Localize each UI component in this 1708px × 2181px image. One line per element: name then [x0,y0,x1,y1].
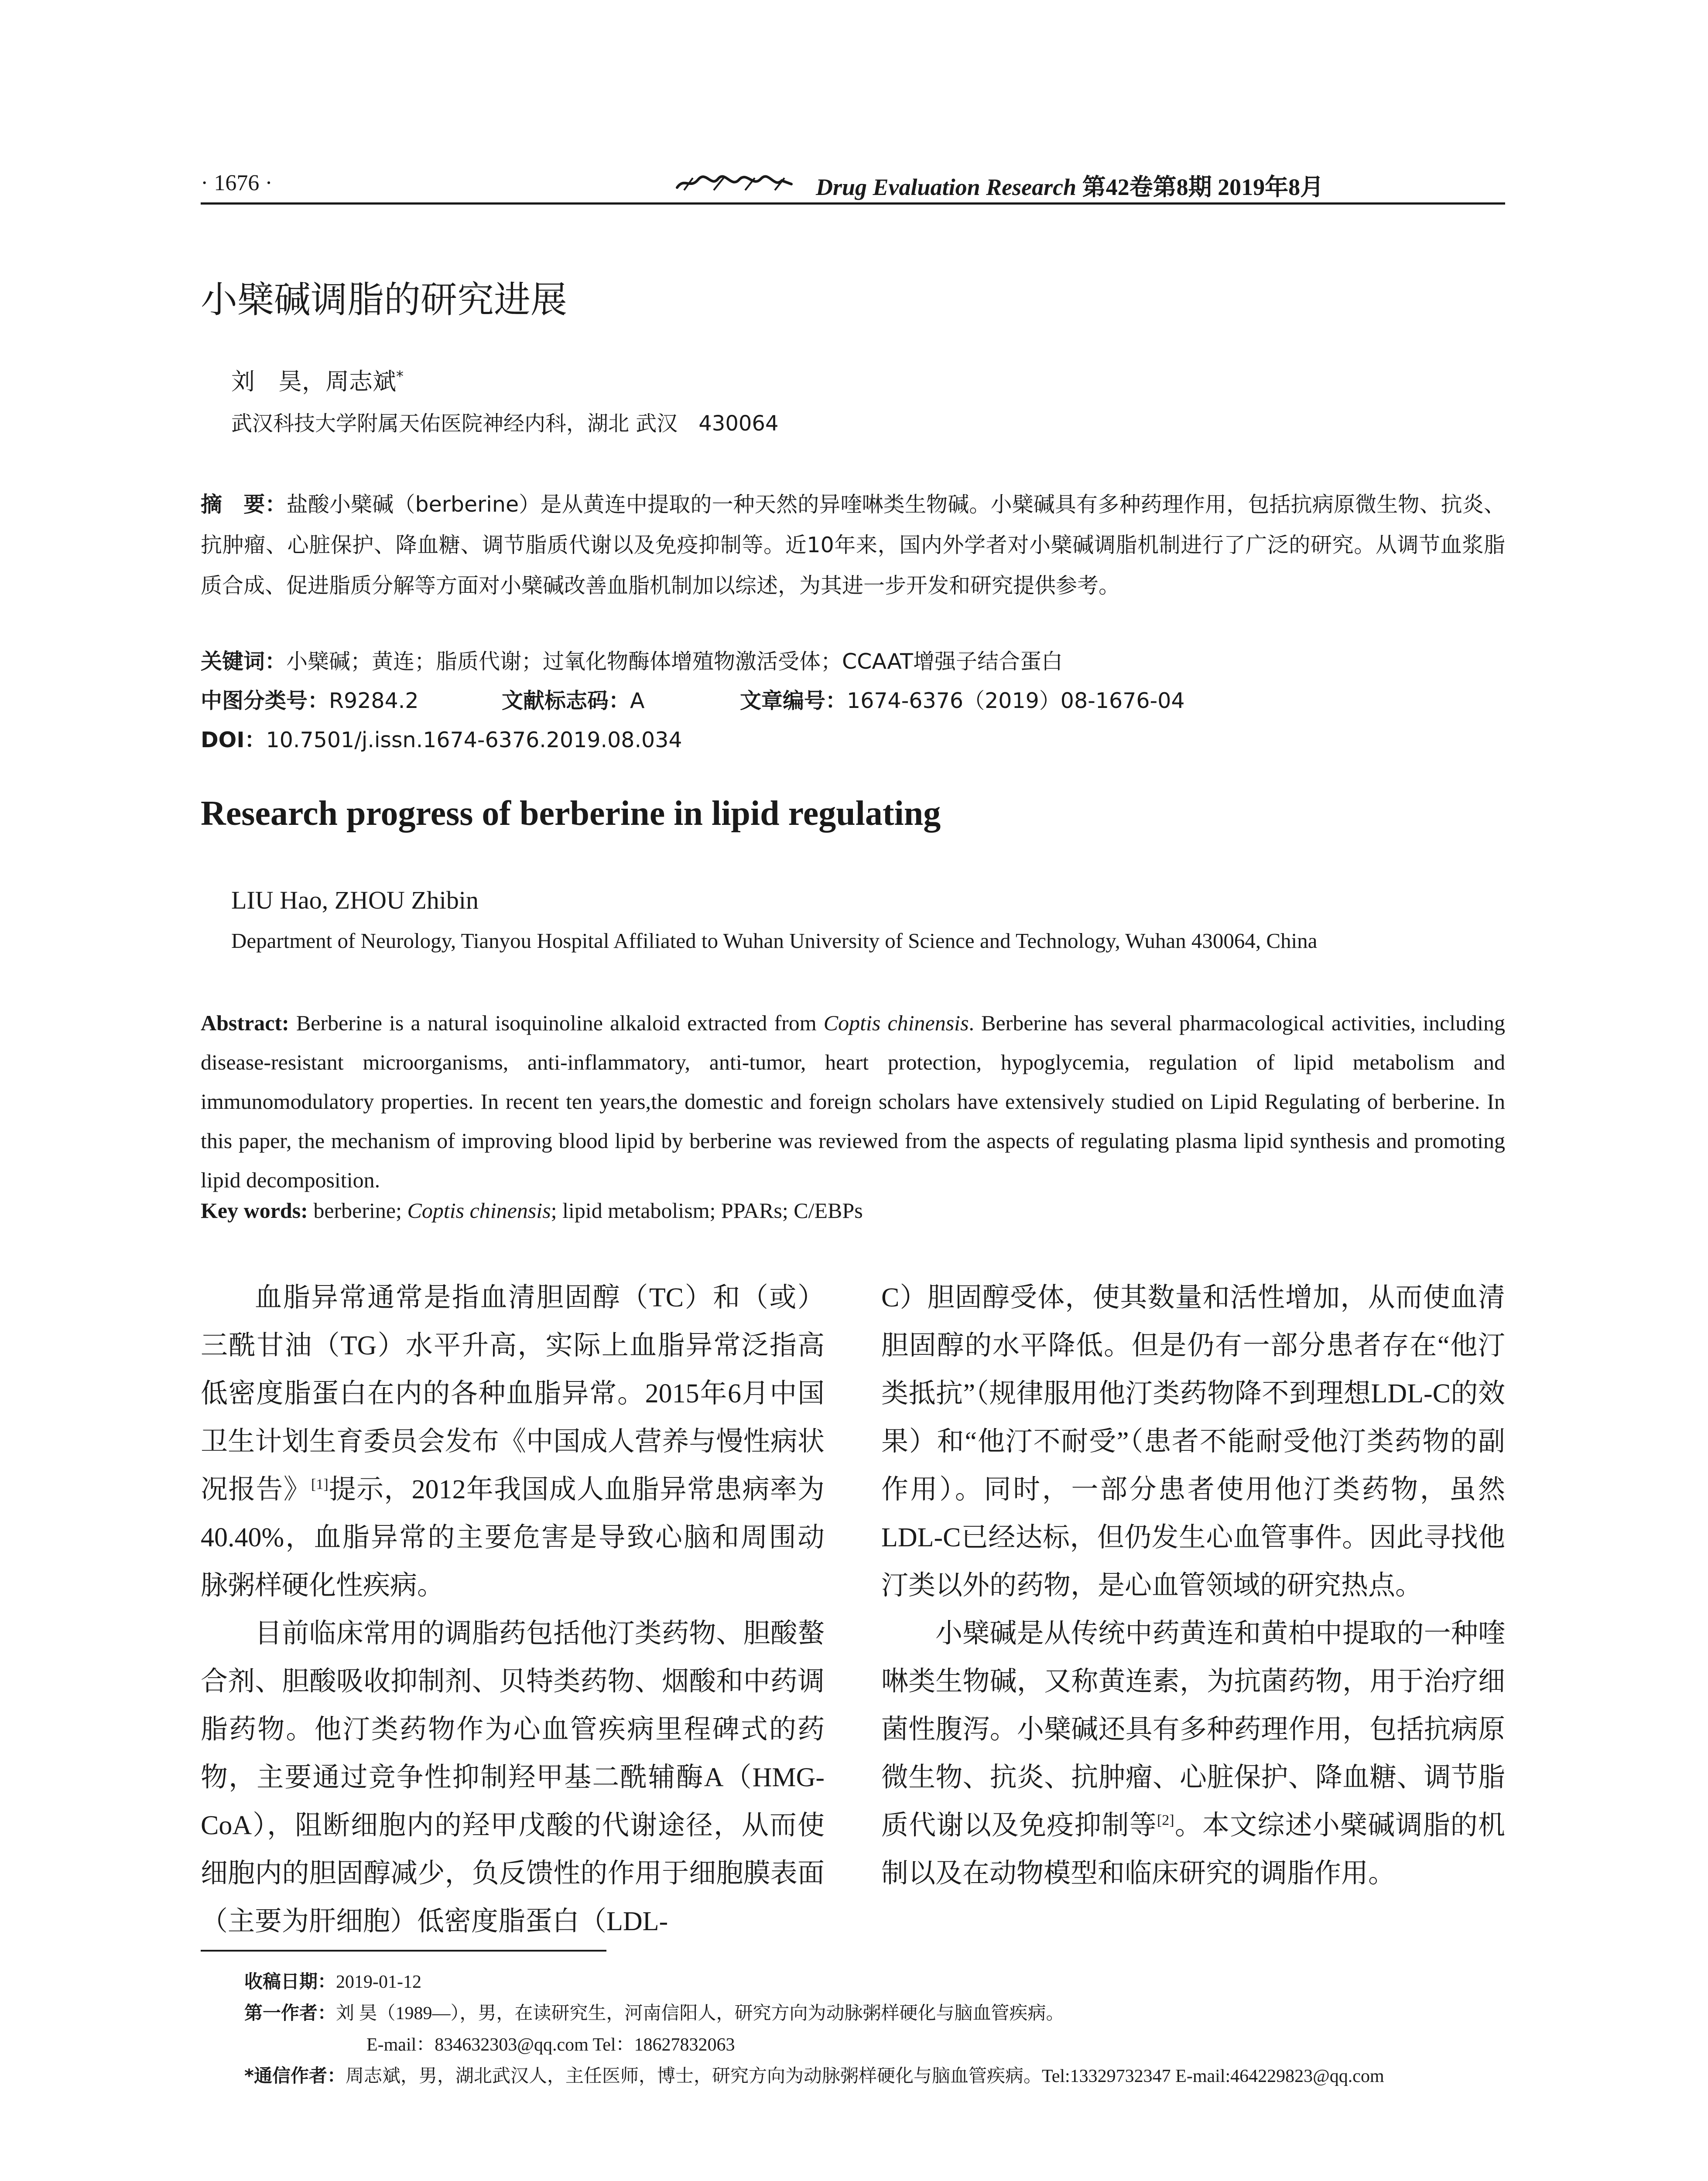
footnote-first-author [244,1999,1065,2025]
article-number [740,684,1185,714]
keywords-en-text-2: ; lipid metabolism; PPARs; C/EBPs [551,1198,863,1223]
received-label: 收稿日期： [244,1971,336,1992]
clc-value: R9284.2 [329,688,419,713]
first-author-label: 第一作者： [244,2002,336,2024]
abstract-en-label: Abstract: [201,1011,289,1035]
keywords-cn-text: 小檗碱；黄连；脂质代谢；过氧化物酶体增殖物激活受体；CCAAT增强子结合蛋白 [286,649,1063,674]
doi-value: 10.7501/j.issn.1674-6376.2019.08.034 [266,728,682,752]
journal-citation [816,168,1324,202]
footnote-corresponding [244,2061,1384,2088]
first-author-value: 刘 昊（1989—），男，在读研究生，河南信阳人，研究方向为动脉粥样硬化与脑血管疾病。 [336,2003,1065,2024]
clc-label: 中图分类号： [201,688,329,713]
affiliation-cn: 武汉科技大学附属天佑医院神经内科，湖北 武汉 430064 [231,411,779,436]
abstract-en-species: Coptis chinensis [823,1011,969,1035]
doc-code [502,684,645,714]
classification-line [201,684,1505,714]
doc-code-label: 文献标志码： [502,688,630,713]
corresponding-label: *通信作者： [244,2065,346,2086]
doi-line [201,723,682,754]
page-number: · 1676 · [201,171,273,195]
abstract-en-text-2: . Berberine has several pharmacological activities, including disease-resistant microorganisms, anti-inflammatory, anti-tumor, heart protection, hypoglycemia, regulation of lipid metabolism and immunomodulatory properties. In recent ten years,the domestic and foreign scholars have extensively studied on Lipid Regulating of berberine. In this paper, the mechanism of improving blood lipid by berberine was reviewed from the aspects of regulating plasma lipid synthesis and promoting lipid decomposition. [201,1011,1505,1192]
corresponding-value: 周志斌，男，湖北武汉人，主任医师，博士，研究方向为动脉粥样硬化与脑血管疾病。Tel:13329732347 E-mail:464229823@qq.com [345,2066,1384,2086]
authors-cn [231,363,404,397]
keywords-cn-label: 关键词： [201,649,287,674]
keywords-en-label: Key words: [201,1198,308,1223]
authors-en: LIU Hao, ZHOU Zhibin [231,886,479,914]
keywords-en-species: Coptis chinensis [407,1198,551,1223]
keywords-cn [201,645,1063,675]
body-paragraph [881,1610,1505,1897]
doc-code-value: A [630,688,645,713]
keywords-en [201,1198,863,1223]
footnote-rule [201,1950,606,1952]
body-text: 血脂异常通常是指血清胆固醇（TC）和（或）三酰甘油（TG）水平升高，实际上血脂异常泛指高低密度脂蛋白在内的各种血脂异常。2015年6月中国卫生计划生育委员会发布《中国成人营养与慢性病状况报告》 [201,1283,825,1504]
footnote-first-author-contact: E-mail：834632303@qq.com Tel：18627832063 [366,2035,735,2055]
header-rule [201,202,1505,205]
body-paragraph: C）胆固醇受体，使其数量和活性增加，从而使血清胆固醇的水平降低。但是仍有一部分患者存在“他汀类抵抗”（规律服用他汀类药物降不到理想LDL-C的效果）和“他汀不耐受”（患者不能耐受他汀类药物的副作用）。同时，一部分患者使用他汀类药物，虽然LDL-C已经达标，但仍发生心血管事件。因此寻找他汀类以外的药物，是心血管领域的研究热点。 [881,1283,1505,1600]
journal-name-en: Drug Evaluation Research [816,174,1077,200]
body-text: 小檗碱是从传统中药黄连和黄柏中提取的一种喹啉类生物碱，又称黄连素，为抗菌药物，用于治疗细菌性腹泻。小檗碱还具有多种药理作用，包括抗病原微生物、抗炎、抗肿瘤、心脏保护、降血糖、调节脂质代谢以及免疫抑制等 [881,1619,1505,1840]
received-value: 2019-01-12 [336,1972,421,1992]
abstract-cn-text: 盐酸小檗碱（berberine）是从黄连中提取的一种天然的异喹啉类生物碱。小檗碱具有多种药理作用，包括抗病原微生物、抗炎、抗肿瘤、心脏保护、降血糖、调节脂质代谢以及免疫抑制等。近10年来，国内外学者对小檗碱调脂机制进行了广泛的研究。从调节血浆脂质合成、促进脂质分解等方面对小檗碱改善血脂机制加以综述，为其进一步开发和研究提供参考。 [201,492,1505,598]
journal-logo [675,174,793,192]
citation-ref[interactable]: [1] [311,1476,329,1493]
running-header [201,166,1505,201]
body-text: 。本文综述小檗碱调脂的机制以及在动物模型和临床研究的调脂作用。 [881,1811,1505,1888]
body-paragraph: 目前临床常用的调脂药包括他汀类药物、胆酸螯合剂、胆酸吸收抑制剂、贝特类药物、烟酸和中药调脂药物。他汀类药物作为心血管疾病里程碑式的药物，主要通过竞争性抑制羟甲基二酰辅酶A（HMG-CoA），阻断细胞内的羟甲戊酸的代谢途径，从而使细胞内的胆固醇减少，负反馈性的作用于细胞膜表面（主要为肝细胞）低密度脂蛋白（LDL- [201,1619,825,1936]
abstract-cn-label: 摘 要： [201,492,287,517]
article-title-cn: 小檗碱调脂的研究进展 [201,278,568,321]
doi-label: DOI： [201,728,266,752]
body-text: 提示，2012年我国成人血脂异常患病率为40.40%，血脂异常的主要危害是导致心脑和周围动脉粥样硬化性疾病。 [201,1475,825,1600]
body-column-right [881,1274,1505,1897]
citation-ref[interactable]: [2] [1157,1812,1174,1829]
journal-issue: 第42卷第8期 2019年8月 [1082,174,1324,200]
corresponding-mark: * [396,368,404,385]
abstract-cn [201,484,1505,606]
article-number-label: 文章编号： [740,688,847,713]
article-title-en: Research progress of berberine in lipid regulating [201,794,941,833]
body-column-left [201,1274,825,1945]
abstract-en [201,1003,1505,1200]
affiliation-en: Department of Neurology, Tianyou Hospital Affiliated to Wuhan University of Science and Technology, Wuhan 430064, China [231,929,1318,953]
keywords-en-text-1: berberine; [308,1198,407,1223]
footnote-received [244,1967,421,1993]
authors-cn-names: 刘 昊，周志斌 [231,368,396,395]
article-number-value: 1674-6376（2019）08-1676-04 [847,688,1185,713]
clc-code [201,684,419,714]
body-paragraph [201,1274,825,1610]
abstract-en-text-1: Berberine is a natural isoquinoline alkaloid extracted from [289,1011,824,1035]
